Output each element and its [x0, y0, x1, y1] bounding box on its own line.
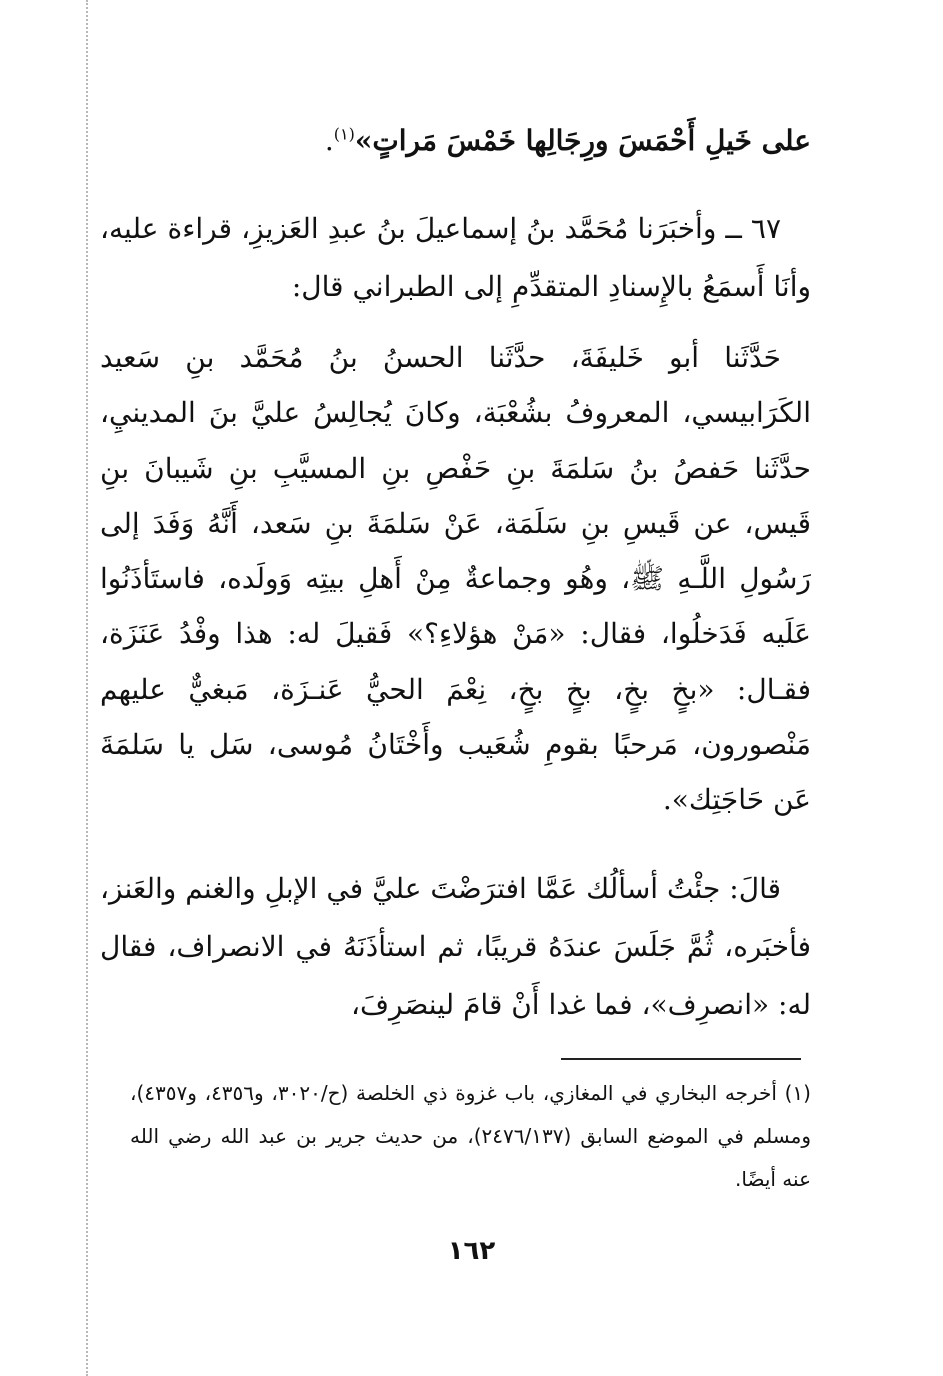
paragraph-continuation-period: . [324, 124, 334, 157]
hadith-67-isnad: ٦٧ ــ وأخبَرَنا مُحَمَّد بنُ إسماعيلَ بنُ عبدِ العَزيزِ، قراءة عليه، وأنَا أَسمَعُ بالإِسنادِ المتقدِّمِ إلى الطبراني قال: [100, 212, 811, 303]
footnote-1: (١) أخرجه البخاري في المغازي، باب غزوة ذي الخلصة (ح/٣٠٢٠، و٤٣٥٦، و٤٣٥٧)، ومسلم في الموضع السابق (٢٤٧٦/١٣٧)، من حديث جرير بن عبد الله رضي الله عنه أيضًا. [130, 1081, 811, 1191]
paragraph-continuation-text: على خَيلِ أَحْمَسَ ورِجَالِها خَمْسَ مَراتٍ» [354, 124, 811, 157]
hadith-67-continuation: قالَ: جئْتُ أسألُك عَمَّا افترَضْتَ عليَّ في الإبلِ والغنم والعَنز، فأخبَره، ثُمَّ جَلَسَ عندَهُ قريبًا، ثم استأذَنَهُ في الانصراف، فقال له: «انصرِف»، فما غدا أَنْ قامَ لينصَرِفَ، [100, 872, 811, 1021]
footnote-divider [561, 1058, 801, 1060]
hadith-67-body: حَدَّثَنا أبو خَليفَةَ، حدَّثَنا الحسنُ بنُ مُحَمَّد بنِ سَعيد الكَرَابيسي، المعروفُ بشُعْبَة، وكانَ يُجالِسُ عليَّ بنَ المدينيِ، حدَّثَنا حَفصُ بنُ سَلمَةَ بنِ حَفْصِ بنِ المسيَّبِ بنِ شَيبانَ بنِ قَيس، عن قَيسِ بنِ سَلَمَة، عَنْ سَلمَةَ بنِ سَعد، أَنَّهُ وَفَدَ إلى رَسُولِ اللَّـهِ ﷺ، وهُو وجماعةٌ مِنْ أَهلِ بيتِه وَولَده، فاستَأذَنُوا عَلَيه فَدَخلُوا، فقال: «مَنْ هؤلاءِ؟» فَقيلَ له: هذا وفْدُ عَنَزَة، فقـال: «بخٍ بخٍ، بخٍ بخٍ، نِعْمَ الحيُّ عَنـزَة، مَبغيٌّ عليهم مَنْصورون، مَرحبًا بقومِ شُعَيب وأَخْتَانُ مُوسى، سَل يا سَلمَةَ عَن حَاجَتِك». [100, 341, 811, 817]
paragraph-continuation [100, 112, 811, 170]
footnote-reference-1: (١) [333, 124, 355, 144]
scan-margin-dots [86, 0, 88, 1376]
page-number: ١٦٢ [447, 1236, 496, 1266]
